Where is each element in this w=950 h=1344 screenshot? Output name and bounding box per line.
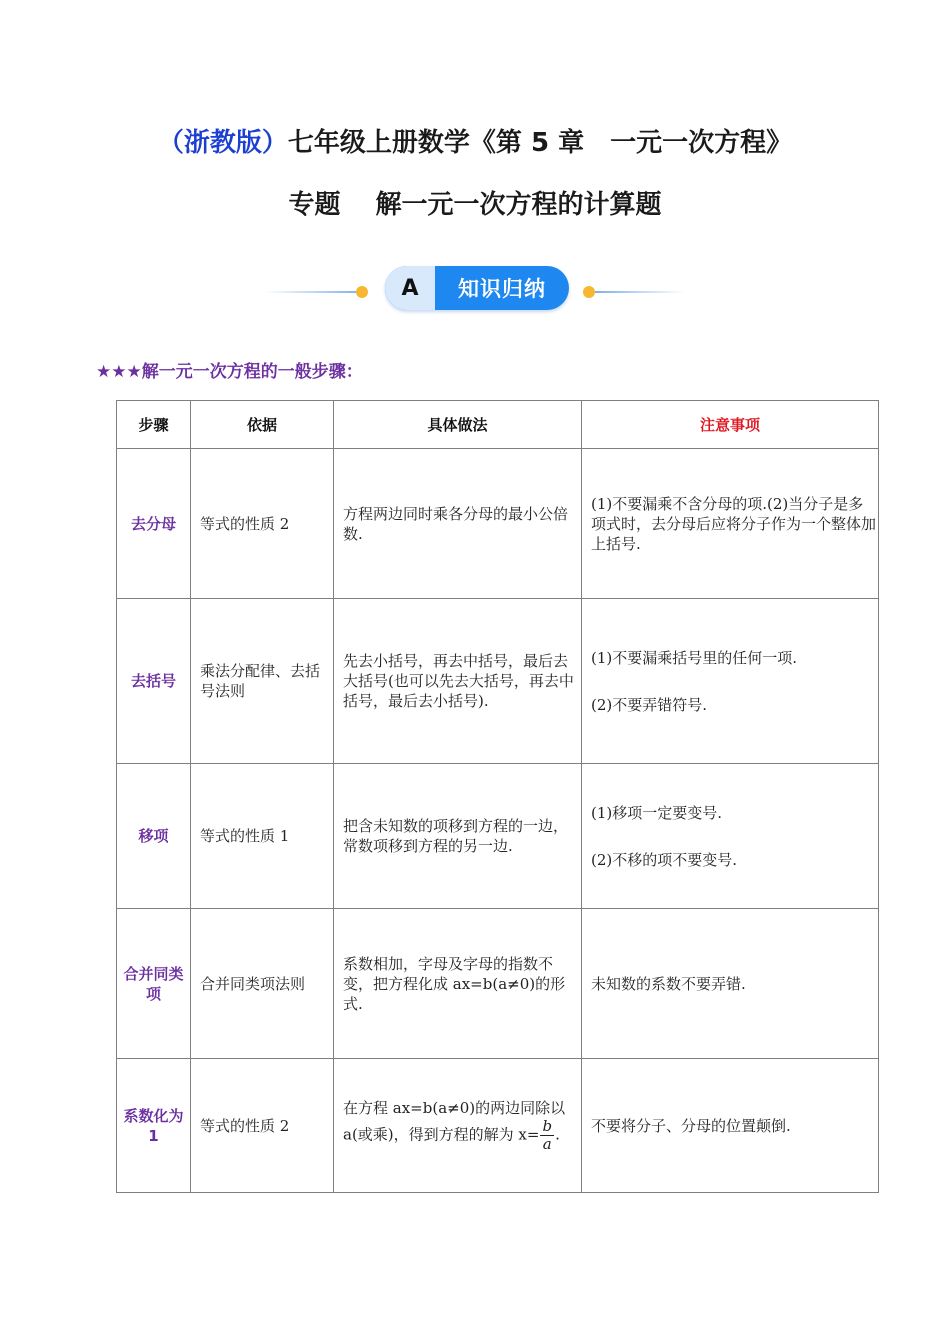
header-method: 具体做法 bbox=[334, 401, 582, 449]
basis-cell: 等式的性质 1 bbox=[191, 764, 334, 909]
note-item: (1)不要漏乘括号里的任何一项. bbox=[591, 648, 798, 667]
section-banner bbox=[265, 262, 685, 314]
fraction-denominator: a bbox=[542, 1135, 552, 1153]
method-cell: 系数相加，字母及字母的指数不变，把方程化成 ax=b(a≠0)的形式. bbox=[334, 909, 582, 1059]
note-item: (1)移项一定要变号. bbox=[591, 803, 723, 822]
table-row bbox=[117, 449, 879, 599]
notes-cell bbox=[582, 599, 879, 764]
note-item: (2)不要弄错符号. bbox=[591, 695, 708, 714]
banner-dot-left bbox=[356, 286, 368, 298]
table-header-row bbox=[117, 401, 879, 449]
notes-cell bbox=[582, 1059, 879, 1193]
note-item: (1)不要漏乘不含分母的项.(2)当分子是多项式时，去分母后应将分子作为一个整体加上括号. bbox=[591, 494, 877, 553]
step-cell: 去括号 bbox=[117, 599, 191, 764]
banner-line-right bbox=[595, 291, 685, 293]
basis-cell: 合并同类项法则 bbox=[191, 909, 334, 1059]
document-subtitle: 专题 解一元一次方程的计算题 bbox=[288, 190, 662, 220]
method-cell: 方程两边同时乘各分母的最小公倍数. bbox=[334, 449, 582, 599]
notes-cell bbox=[582, 764, 879, 909]
header-notes: 注意事项 bbox=[582, 401, 879, 449]
step-cell: 系数化为 1 bbox=[117, 1059, 191, 1193]
banner-pill bbox=[385, 266, 569, 310]
steps-table bbox=[116, 400, 879, 1193]
method-cell bbox=[334, 1059, 582, 1193]
section-heading: ★★★解一元一次方程的一般步骤： bbox=[96, 362, 363, 382]
notes-cell bbox=[582, 909, 879, 1059]
header-step: 步骤 bbox=[117, 401, 191, 449]
method-text-end: . bbox=[555, 1125, 560, 1144]
header-basis: 依据 bbox=[191, 401, 334, 449]
note-item: 未知数的系数不要弄错. bbox=[591, 974, 746, 993]
table-row bbox=[117, 764, 879, 909]
step-cell: 去分母 bbox=[117, 449, 191, 599]
method-text: 在方程 ax=b(a≠0)的两边同除以 a(或乘)，得到方程的解为 x= bbox=[343, 1099, 566, 1144]
banner-letter: A bbox=[385, 266, 435, 310]
publisher-label: （浙教版） bbox=[157, 128, 288, 158]
banner-label: 知识归纳 bbox=[458, 277, 546, 301]
banner-line-left bbox=[265, 291, 361, 293]
table-row bbox=[117, 599, 879, 764]
table-row bbox=[117, 909, 879, 1059]
table-row bbox=[117, 1059, 879, 1193]
method-cell: 先去小括号，再去中括号，最后去大括号(也可以先去大括号，再去中括号，最后去小括号). bbox=[334, 599, 582, 764]
fraction-numerator: b bbox=[542, 1117, 553, 1135]
document-title bbox=[0, 122, 950, 159]
title-main: 七年级上册数学《第 5 章 一元一次方程》 bbox=[287, 128, 793, 158]
solution-fraction bbox=[540, 1118, 554, 1153]
basis-cell: 乘法分配律、去括号法则 bbox=[191, 599, 334, 764]
basis-cell: 等式的性质 2 bbox=[191, 1059, 334, 1193]
step-cell: 移项 bbox=[117, 764, 191, 909]
note-item: 不要将分子、分母的位置颠倒. bbox=[591, 1116, 791, 1135]
method-cell: 把含未知数的项移到方程的一边，常数项移到方程的另一边. bbox=[334, 764, 582, 909]
step-cell: 合并同类项 bbox=[117, 909, 191, 1059]
banner-dot-right bbox=[583, 286, 595, 298]
basis-cell: 等式的性质 2 bbox=[191, 449, 334, 599]
note-item: (2)不移的项不要变号. bbox=[591, 850, 738, 869]
notes-cell bbox=[582, 449, 879, 599]
